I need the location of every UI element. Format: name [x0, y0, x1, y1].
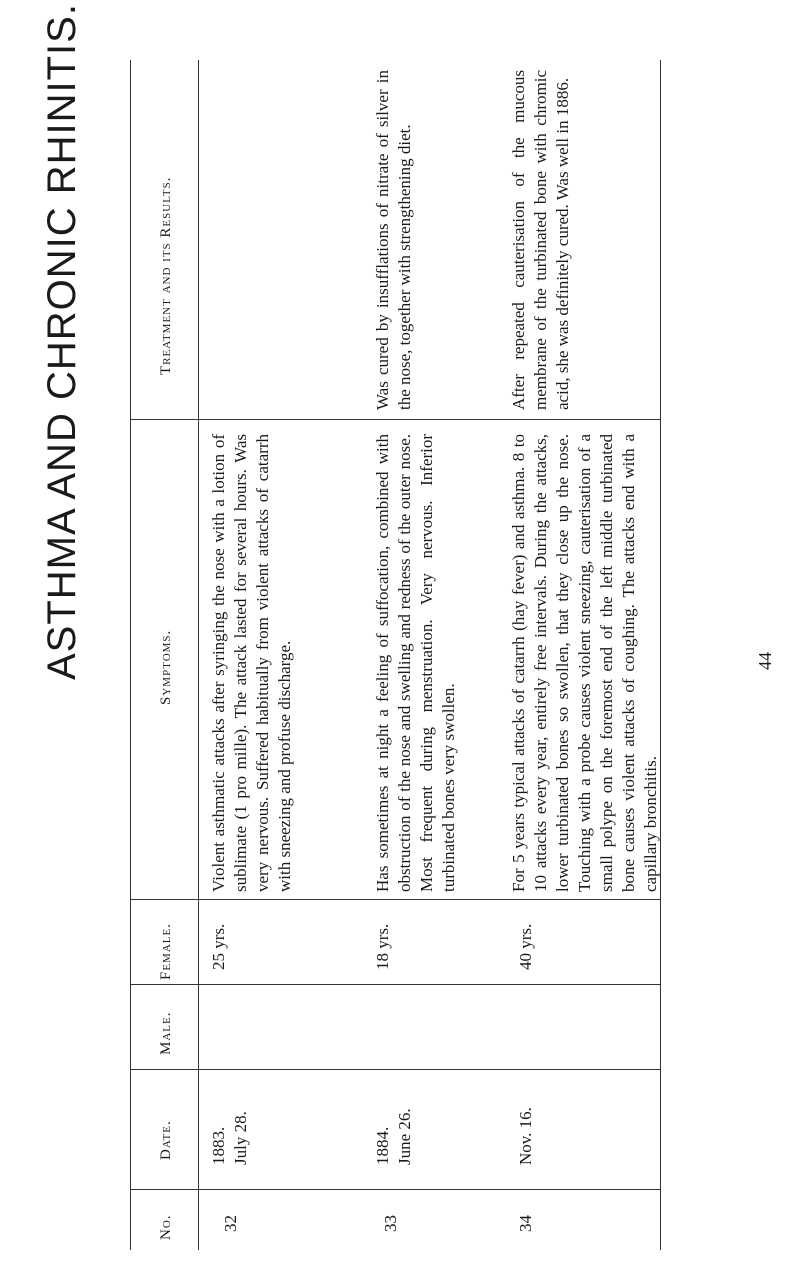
col-divider-date-male	[130, 1069, 660, 1070]
row-34-symptoms: For 5 years typical attacks of catarrh (hay fever) and asthma. 8 to 10 attacks every year, entirely free intervals. During the attacks, lower turbinated bones so swollen, that they close up the nose. Touching with a probe causes violent sneezing, cauterisation of a small polype on the foremost end of the left middle turbinated bone causes violent attacks of coughing. The attacks end with a capillary bronchitis.	[509, 434, 660, 892]
col-divider-male-female	[130, 984, 660, 985]
row-32-female: 25 yrs.	[209, 923, 228, 970]
row-34-date: Nov. 16.	[516, 1107, 535, 1165]
header-rule	[198, 60, 199, 1250]
page-number: 44	[755, 652, 775, 670]
row-32-date: July 28.	[231, 1111, 250, 1165]
col-divider-no-date	[130, 1189, 660, 1190]
row-33-year: 1884.	[373, 1126, 392, 1165]
row-32-symptoms: Violent asthmatic attacks after syringing the nose with a lotion of sublimate (1 pro mille). The attack lasted for several hours. Was very nervous. Suffered habitually from violent attacks of catarrh with sneezing and profuse discharge.	[209, 434, 294, 892]
row-33-no: 33	[381, 1215, 400, 1232]
table-top-rule	[130, 60, 131, 1250]
row-33-date: June 26.	[395, 1108, 414, 1165]
header-symptoms: Symptoms.	[158, 629, 174, 705]
row-34-treatment: After repeated cauterisation of the mucous membrane of the turbinated bone with chromic acid, she was definitely cured. Was well in 1886.	[509, 70, 572, 410]
row-33-symptoms: Has sometimes at night a feeling of suffocation, combined with obstruction of the nose and swelling and redness of the outer nose. Most frequent during menstruation. Very nervous. Inferior turbinated bones very swollen.	[373, 434, 458, 892]
header-no: No.	[158, 1214, 174, 1240]
row-32-no: 32	[221, 1215, 240, 1232]
header-date: Date.	[158, 1120, 174, 1160]
row-34-no: 34	[516, 1215, 535, 1232]
row-34-female: 40 yrs.	[516, 923, 535, 970]
col-divider-female-symptoms	[130, 899, 660, 900]
header-female: Female.	[158, 923, 174, 980]
header-treatment: Treatment and its Results.	[158, 176, 174, 375]
header-male: Male.	[158, 1011, 174, 1055]
page-title: ASTHMA AND CHRONIC RHINITIS.	[40, 3, 84, 680]
row-33-treatment: Was cured by insufflations of nitrate of silver in the nose, together with strengthening diet.	[373, 70, 414, 410]
col-divider-symptoms-treatment	[130, 419, 660, 420]
row-33-female: 18 yrs.	[373, 923, 392, 970]
row-32-year: 1883.	[209, 1126, 228, 1165]
